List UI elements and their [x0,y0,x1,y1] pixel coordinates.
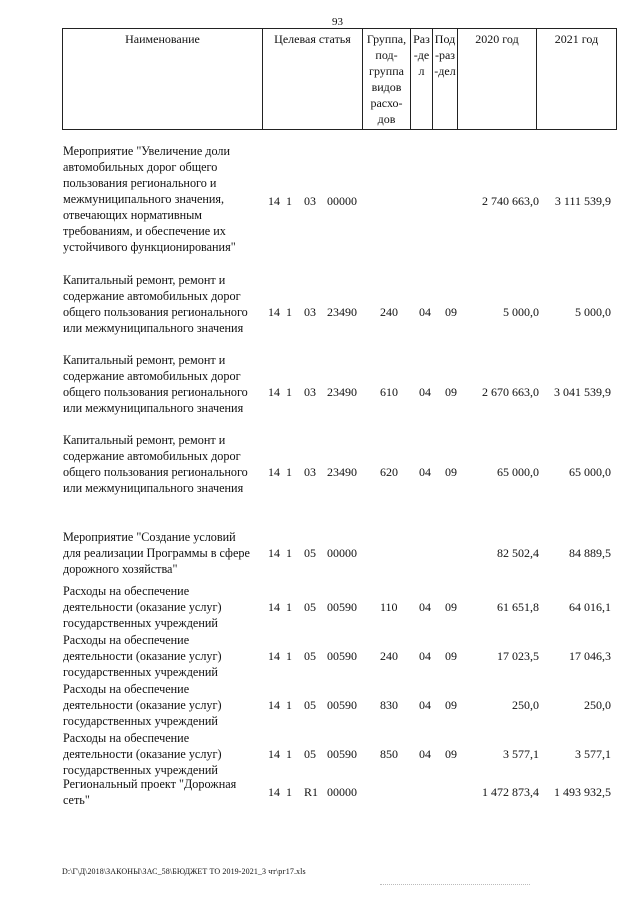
table-row [0,776,640,808]
cell-section: 04 [419,747,431,761]
cell-direction: 23490 [327,465,357,479]
row-name: Капитальный ремонт, ремонт и содержание автомобильных дорог общего пользования регионального или межмуниципального значения [63,353,248,415]
cell-event: 03 [304,465,316,479]
cell-event: 05 [304,600,316,614]
cell-2021: 3 111 539,9 [554,194,611,208]
table-header [62,28,617,130]
cell-program: 14 [268,546,280,560]
cell-direction: 00590 [327,649,357,663]
cell-event: 05 [304,698,316,712]
cell-subprogram: 1 [286,649,292,663]
table-row [0,681,640,729]
cell-subprogram: 1 [286,305,292,319]
header-name: Наименование [63,29,263,130]
row-name: Капитальный ремонт, ремонт и содержание автомобильных дорог общего пользования регионального или межмуниципального значения [63,433,248,495]
cell-group: 620 [380,465,398,479]
cell-subprogram: 1 [286,194,292,208]
cell-direction: 00590 [327,600,357,614]
file-path-footer: D:\Г\Д\2018\ЗАКОНЫ\ЗАС_58\БЮДЖЕТ ТО 2019-2021_3 чт\рг17.xls [62,867,306,876]
cell-2020: 5 000,0 [503,305,539,319]
cell-2021: 64 016,1 [569,600,611,614]
cell-section: 04 [419,698,431,712]
cell-subsection: 09 [445,649,457,663]
header-section: Раз-дел [411,29,433,130]
cell-program: 14 [268,785,280,799]
cell-subprogram: 1 [286,546,292,560]
cell-subprogram: 1 [286,785,292,799]
row-name: Расходы на обеспечение деятельности (оказание услуг) государственных учреждений [63,731,222,777]
cell-2020: 1 472 873,4 [482,785,539,799]
cell-event: 05 [304,747,316,761]
row-name: Расходы на обеспечение деятельности (оказание услуг) государственных учреждений [63,682,222,728]
cell-subsection: 09 [445,747,457,761]
row-name: Капитальный ремонт, ремонт и содержание автомобильных дорог общего пользования регионального или межмуниципального значения [63,273,248,335]
scan-line [380,884,530,886]
cell-group: 110 [380,600,398,614]
table-row [0,583,640,631]
cell-2021: 17 046,3 [569,649,611,663]
cell-subprogram: 1 [286,465,292,479]
cell-2020: 250,0 [512,698,539,712]
cell-2021: 84 889,5 [569,546,611,560]
cell-2020: 17 023,5 [497,649,539,663]
cell-2020: 3 577,1 [503,747,539,761]
cell-direction: 23490 [327,305,357,319]
header-expense-group: Группа, под-группа видов расхо-дов [363,29,411,130]
cell-2020: 2 670 663,0 [482,385,539,399]
cell-program: 14 [268,194,280,208]
table-row [0,730,640,778]
cell-subsection: 09 [445,385,457,399]
cell-event: 03 [304,305,316,319]
cell-program: 14 [268,305,280,319]
cell-2021: 250,0 [584,698,611,712]
cell-subsection: 09 [445,465,457,479]
cell-group: 850 [380,747,398,761]
cell-section: 04 [419,465,431,479]
cell-direction: 23490 [327,385,357,399]
cell-2020: 65 000,0 [497,465,539,479]
cell-direction: 00590 [327,747,357,761]
cell-2021: 65 000,0 [569,465,611,479]
row-name: Мероприятие "Увеличение доли автомобильных дорог общего пользования регионального и межмуниципального значения, отвечающих нормативным требованиям, и обеспечение их устойчивого функционирования" [63,144,236,254]
cell-section: 04 [419,600,431,614]
cell-subprogram: 1 [286,600,292,614]
cell-section: 04 [419,305,431,319]
cell-subprogram: 1 [286,747,292,761]
row-name: Региональный проект "Дорожная сеть" [63,777,237,807]
cell-section: 04 [419,385,431,399]
cell-direction: 00590 [327,698,357,712]
cell-program: 14 [268,649,280,663]
cell-group: 240 [380,649,398,663]
cell-event: 03 [304,385,316,399]
cell-2021: 5 000,0 [575,305,611,319]
cell-subsection: 09 [445,698,457,712]
cell-2020: 82 502,4 [497,546,539,560]
cell-subprogram: 1 [286,698,292,712]
header-year-2020: 2020 год [458,29,537,130]
table-row [0,432,640,512]
cell-direction: 00000 [327,194,357,208]
header-year-2021: 2021 год [537,29,617,130]
cell-event: 03 [304,194,316,208]
cell-2020: 2 740 663,0 [482,194,539,208]
header-target-article: Целевая статья [263,29,363,130]
table-row [0,529,640,577]
cell-group: 240 [380,305,398,319]
row-name: Расходы на обеспечение деятельности (оказание услуг) государственных учреждений [63,584,222,630]
cell-2021: 3 041 539,9 [554,385,611,399]
header-subsection: Под-раз-дел [433,29,458,130]
table-row [0,272,640,352]
cell-section: 04 [419,649,431,663]
cell-direction: 00000 [327,546,357,560]
cell-event: 05 [304,649,316,663]
cell-event: 05 [304,546,316,560]
cell-2021: 3 577,1 [575,747,611,761]
table-row [0,143,640,255]
cell-subsection: 09 [445,305,457,319]
cell-program: 14 [268,385,280,399]
page-number: 93 [332,16,343,28]
cell-group: 610 [380,385,398,399]
row-name: Мероприятие "Создание условий для реализации Программы в сфере дорожного хозяйства" [63,530,250,576]
cell-group: 830 [380,698,398,712]
cell-program: 14 [268,747,280,761]
cell-2020: 61 651,8 [497,600,539,614]
cell-program: 14 [268,698,280,712]
table-row [0,352,640,432]
cell-event: R1 [304,785,319,799]
cell-program: 14 [268,465,280,479]
row-name: Расходы на обеспечение деятельности (оказание услуг) государственных учреждений [63,633,222,679]
cell-2021: 1 493 932,5 [554,785,611,799]
cell-subsection: 09 [445,600,457,614]
cell-subprogram: 1 [286,385,292,399]
cell-program: 14 [268,600,280,614]
table-row [0,632,640,680]
cell-direction: 00000 [327,785,357,799]
